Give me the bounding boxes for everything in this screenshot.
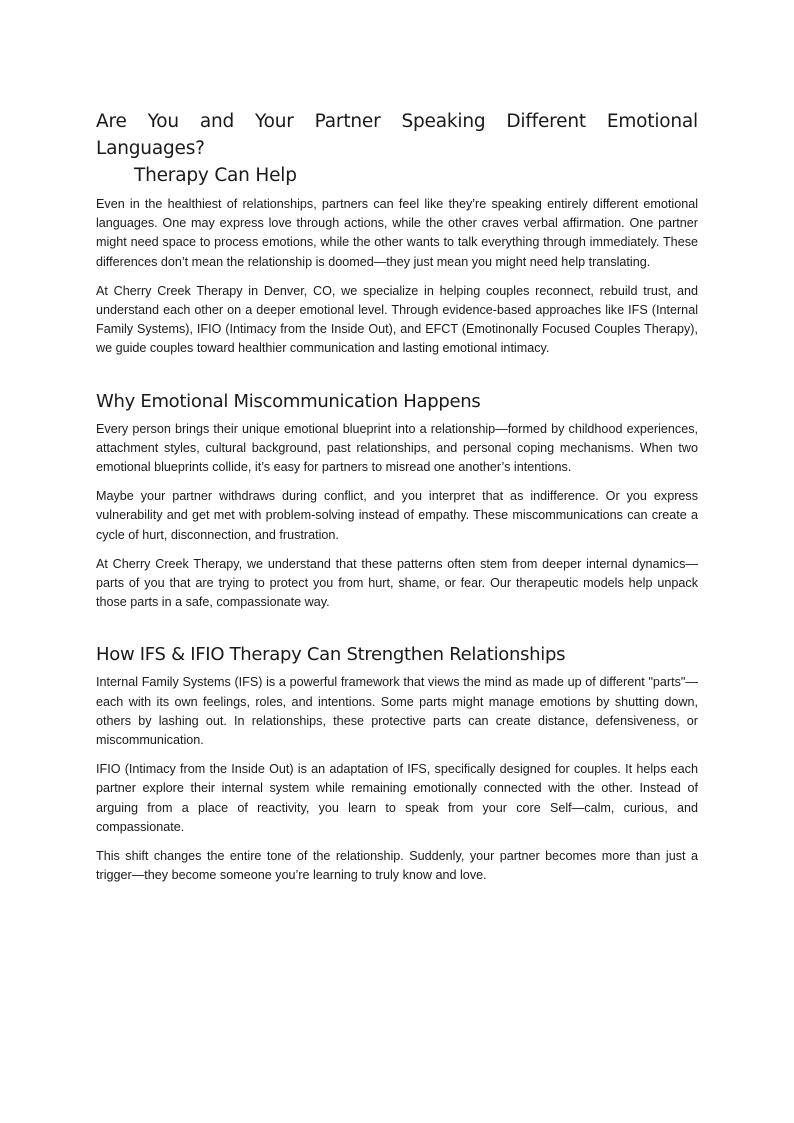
title-line-1: Are You and Your Partner Speaking Different Emotional Languages? xyxy=(96,111,698,159)
section-heading: How IFS & IFIO Therapy Can Strengthen Relationships xyxy=(96,644,566,666)
section-ifs-ifio xyxy=(96,642,698,885)
section-paragraph: Maybe your partner withdraws during conflict, and you interpret that as indifference. Or you express vulnerability and get met with problem-solving instead of empathy. These miscommunications can create a cycle of hurt, disconnection, and frustration. xyxy=(96,489,698,542)
section-paragraph: This shift changes the entire tone of the relationship. Suddenly, your partner becomes more than just a trigger—they become someone you’re learning to truly know and love. xyxy=(96,849,698,883)
title-line-2: Therapy Can Help xyxy=(134,165,297,186)
section-paragraph: Every person brings their unique emotional blueprint into a relationship—formed by childhood experiences, attachment styles, cultural background, past relationships, and personal coping mechanisms. When two emotional blueprints collide, it’s easy for partners to misread one another’s intentions. xyxy=(96,421,698,475)
paragraph-text: is a powerful framework that views the mind as made up of different "parts"—each with its own feelings, roles, and intentions. Some parts might manage emotions by shutting down, others by lashing out. In relationships, these protective parts can create distance, defensiveness, or miscommunication. xyxy=(96,675,698,748)
section-paragraph xyxy=(96,760,698,837)
document-page xyxy=(96,108,698,895)
intro-paragraph-2: At Cherry Creek Therapy in Denver, CO, we specialize in helping couples reconnect, rebuild trust, and understand each other on a deeper emotional level. Through evidence-based approaches like IFS (Internal Family Systems), IFIO (Intimacy from the Inside Out), and EFCT (Emotinonally Focused Couples Therapy), we guide couples toward healthier communication and lasting emotional intimacy. xyxy=(96,283,698,356)
intro-paragraph-1: Even in the healthiest of relationships, partners can feel like they’re speaking entirely different emotional languages. One may express love through actions, while the other craves verbal affirmation. One partner might need space to process emotions, while the other wants to talk everything through immediately. These differences don’t mean the relationship is doomed—they just mean you might need help translating. xyxy=(96,197,698,269)
section-heading: Why Emotional Miscommunication Happens xyxy=(96,390,481,412)
section-paragraph: At Cherry Creek Therapy, we understand that these patterns often stem from deeper internal dynamics—parts of you that are trying to protect you from hurt, shame, or fear. Our therapeutic models help unpack those parts in a safe, compassionate way. xyxy=(96,556,698,610)
section-paragraph xyxy=(96,673,698,750)
section-miscommunication xyxy=(96,389,698,613)
paragraph-text: is an adaptation of IFS, specifically designed for couples. It helps each partner explore their internal system while remaining emotionally connected with the other. Instead of arguing from a place of reactivity, you learn to speak from your core Self—calm, curious, and compassionate. xyxy=(96,762,698,834)
page-title xyxy=(96,108,698,189)
term-ifs: Internal Family Systems (IFS) xyxy=(96,675,263,690)
term-ifio: IFIO (Intimacy from the Inside Out) xyxy=(96,762,294,777)
